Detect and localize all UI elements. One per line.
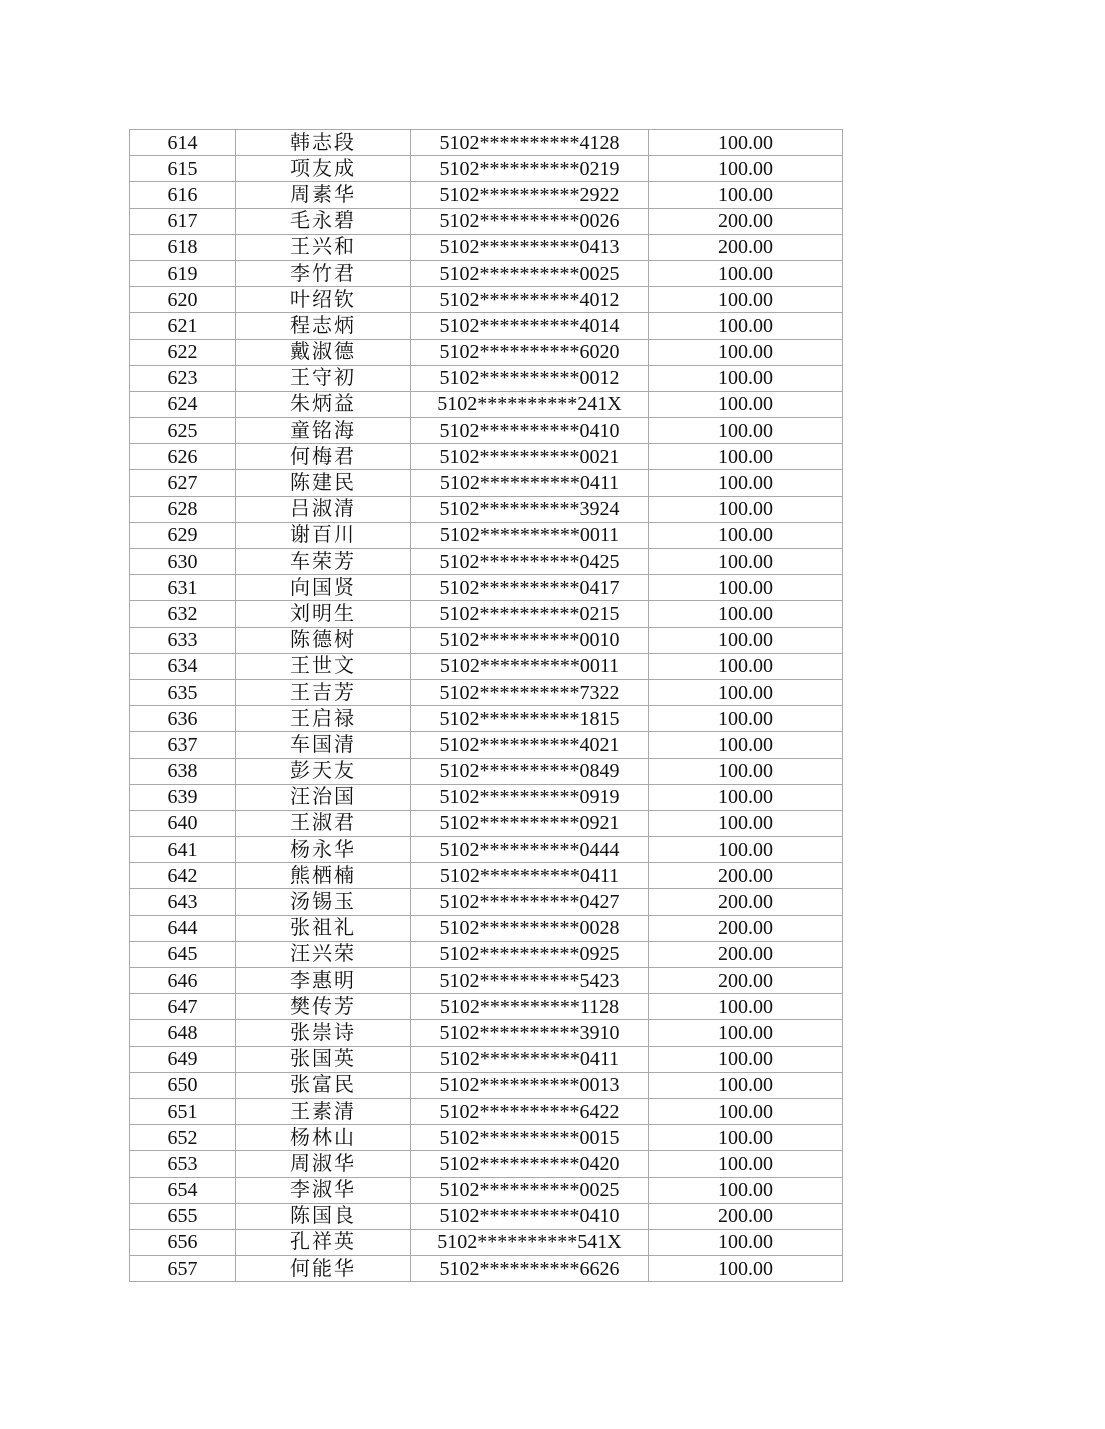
amount-cell: 100.00 [649, 653, 843, 679]
table-row [130, 941, 843, 967]
id-number-cell: 5102**********0028 [411, 915, 649, 941]
serial-number-cell: 638 [130, 758, 236, 784]
serial-number-cell: 657 [130, 1256, 236, 1282]
serial-number-cell: 651 [130, 1098, 236, 1124]
table-row [130, 758, 843, 784]
id-number-cell: 5102**********3924 [411, 496, 649, 522]
name-cell: 张崇诗 [236, 1020, 411, 1046]
id-number-cell: 5102**********0015 [411, 1125, 649, 1151]
name-cell: 王启禄 [236, 706, 411, 732]
serial-number-cell: 650 [130, 1072, 236, 1098]
table-row [130, 1072, 843, 1098]
name-cell: 孔祥英 [236, 1229, 411, 1255]
amount-cell: 200.00 [649, 915, 843, 941]
table-row [130, 1229, 843, 1255]
id-number-cell: 5102**********6626 [411, 1256, 649, 1282]
serial-number-cell: 637 [130, 732, 236, 758]
serial-number-cell: 626 [130, 444, 236, 470]
amount-cell: 100.00 [649, 1098, 843, 1124]
table-row [130, 915, 843, 941]
name-cell: 戴淑德 [236, 339, 411, 365]
name-cell: 汪兴荣 [236, 941, 411, 967]
amount-cell: 100.00 [649, 339, 843, 365]
name-cell: 张祖礼 [236, 915, 411, 941]
table-row [130, 732, 843, 758]
name-cell: 王世文 [236, 653, 411, 679]
roster-table [129, 129, 843, 1282]
id-number-cell: 5102**********3910 [411, 1020, 649, 1046]
id-number-cell: 5102**********541X [411, 1229, 649, 1255]
serial-number-cell: 617 [130, 208, 236, 234]
serial-number-cell: 628 [130, 496, 236, 522]
serial-number-cell: 656 [130, 1229, 236, 1255]
table-row [130, 1020, 843, 1046]
roster-table-body [130, 130, 843, 1282]
serial-number-cell: 645 [130, 941, 236, 967]
id-number-cell: 5102**********241X [411, 391, 649, 417]
serial-number-cell: 644 [130, 915, 236, 941]
id-number-cell: 5102**********0921 [411, 810, 649, 836]
amount-cell: 100.00 [649, 444, 843, 470]
name-cell: 熊栖楠 [236, 863, 411, 889]
table-row [130, 418, 843, 444]
name-cell: 刘明生 [236, 601, 411, 627]
name-cell: 朱炳益 [236, 391, 411, 417]
id-number-cell: 5102**********0411 [411, 863, 649, 889]
table-row [130, 837, 843, 863]
amount-cell: 200.00 [649, 863, 843, 889]
amount-cell: 100.00 [649, 732, 843, 758]
name-cell: 陈国良 [236, 1203, 411, 1229]
id-number-cell: 5102**********0011 [411, 522, 649, 548]
amount-cell: 100.00 [649, 522, 843, 548]
id-number-cell: 5102**********0021 [411, 444, 649, 470]
amount-cell: 100.00 [649, 313, 843, 339]
amount-cell: 100.00 [649, 549, 843, 575]
table-row [130, 968, 843, 994]
amount-cell: 100.00 [649, 784, 843, 810]
amount-cell: 100.00 [649, 1177, 843, 1203]
id-number-cell: 5102**********0925 [411, 941, 649, 967]
id-number-cell: 5102**********0413 [411, 234, 649, 260]
serial-number-cell: 622 [130, 339, 236, 365]
amount-cell: 100.00 [649, 706, 843, 732]
table-row [130, 470, 843, 496]
table-row [130, 339, 843, 365]
table-row [130, 601, 843, 627]
table-row [130, 1125, 843, 1151]
serial-number-cell: 627 [130, 470, 236, 496]
table-row [130, 1046, 843, 1072]
table-row [130, 679, 843, 705]
id-number-cell: 5102**********0010 [411, 627, 649, 653]
id-number-cell: 5102**********1815 [411, 706, 649, 732]
serial-number-cell: 646 [130, 968, 236, 994]
id-number-cell: 5102**********4012 [411, 287, 649, 313]
table-row [130, 182, 843, 208]
name-cell: 吕淑清 [236, 496, 411, 522]
id-number-cell: 5102**********5423 [411, 968, 649, 994]
name-cell: 周素华 [236, 182, 411, 208]
table-row [130, 313, 843, 339]
serial-number-cell: 643 [130, 889, 236, 915]
amount-cell: 100.00 [649, 1072, 843, 1098]
amount-cell: 200.00 [649, 234, 843, 260]
serial-number-cell: 647 [130, 994, 236, 1020]
amount-cell: 100.00 [649, 1020, 843, 1046]
name-cell: 李惠明 [236, 968, 411, 994]
id-number-cell: 5102**********1128 [411, 994, 649, 1020]
serial-number-cell: 636 [130, 706, 236, 732]
serial-number-cell: 632 [130, 601, 236, 627]
name-cell: 陈建民 [236, 470, 411, 496]
name-cell: 韩志段 [236, 130, 411, 156]
name-cell: 程志炳 [236, 313, 411, 339]
table-row [130, 287, 843, 313]
serial-number-cell: 629 [130, 522, 236, 548]
serial-number-cell: 618 [130, 234, 236, 260]
name-cell: 向国贤 [236, 575, 411, 601]
table-row [130, 653, 843, 679]
table-row [130, 549, 843, 575]
serial-number-cell: 615 [130, 156, 236, 182]
name-cell: 樊传芳 [236, 994, 411, 1020]
id-number-cell: 5102**********0919 [411, 784, 649, 810]
amount-cell: 100.00 [649, 679, 843, 705]
id-number-cell: 5102**********0012 [411, 365, 649, 391]
amount-cell: 100.00 [649, 470, 843, 496]
serial-number-cell: 614 [130, 130, 236, 156]
table-row [130, 444, 843, 470]
amount-cell: 100.00 [649, 575, 843, 601]
id-number-cell: 5102**********6422 [411, 1098, 649, 1124]
amount-cell: 100.00 [649, 994, 843, 1020]
serial-number-cell: 623 [130, 365, 236, 391]
name-cell: 王兴和 [236, 234, 411, 260]
amount-cell: 100.00 [649, 391, 843, 417]
table-row [130, 1256, 843, 1282]
id-number-cell: 5102**********2922 [411, 182, 649, 208]
amount-cell: 100.00 [649, 1125, 843, 1151]
table-row [130, 391, 843, 417]
id-number-cell: 5102**********4021 [411, 732, 649, 758]
amount-cell: 100.00 [649, 260, 843, 286]
table-row [130, 1177, 843, 1203]
id-number-cell: 5102**********0425 [411, 549, 649, 575]
id-number-cell: 5102**********4128 [411, 130, 649, 156]
table-row [130, 575, 843, 601]
table-row [130, 863, 843, 889]
name-cell: 陈德树 [236, 627, 411, 653]
table-row [130, 156, 843, 182]
amount-cell: 200.00 [649, 941, 843, 967]
name-cell: 汤锡玉 [236, 889, 411, 915]
table-row [130, 130, 843, 156]
table-row [130, 208, 843, 234]
id-number-cell: 5102**********0411 [411, 470, 649, 496]
table-row [130, 810, 843, 836]
name-cell: 毛永碧 [236, 208, 411, 234]
table-row [130, 522, 843, 548]
amount-cell: 100.00 [649, 601, 843, 627]
name-cell: 王吉芳 [236, 679, 411, 705]
name-cell: 杨林山 [236, 1125, 411, 1151]
id-number-cell: 5102**********0410 [411, 1203, 649, 1229]
serial-number-cell: 640 [130, 810, 236, 836]
serial-number-cell: 621 [130, 313, 236, 339]
amount-cell: 200.00 [649, 208, 843, 234]
name-cell: 谢百川 [236, 522, 411, 548]
amount-cell: 200.00 [649, 889, 843, 915]
amount-cell: 200.00 [649, 1203, 843, 1229]
serial-number-cell: 619 [130, 260, 236, 286]
name-cell: 叶绍钦 [236, 287, 411, 313]
serial-number-cell: 641 [130, 837, 236, 863]
table-row [130, 260, 843, 286]
id-number-cell: 5102**********0025 [411, 260, 649, 286]
id-number-cell: 5102**********0427 [411, 889, 649, 915]
serial-number-cell: 631 [130, 575, 236, 601]
id-number-cell: 5102**********0026 [411, 208, 649, 234]
amount-cell: 200.00 [649, 968, 843, 994]
id-number-cell: 5102**********0025 [411, 1177, 649, 1203]
amount-cell: 100.00 [649, 1256, 843, 1282]
amount-cell: 100.00 [649, 810, 843, 836]
serial-number-cell: 616 [130, 182, 236, 208]
amount-cell: 100.00 [649, 1151, 843, 1177]
id-number-cell: 5102**********0215 [411, 601, 649, 627]
amount-cell: 100.00 [649, 156, 843, 182]
document-page [129, 129, 843, 1282]
table-row [130, 784, 843, 810]
name-cell: 王守初 [236, 365, 411, 391]
table-row [130, 1098, 843, 1124]
amount-cell: 100.00 [649, 496, 843, 522]
table-row [130, 234, 843, 260]
name-cell: 李淑华 [236, 1177, 411, 1203]
name-cell: 张富民 [236, 1072, 411, 1098]
serial-number-cell: 653 [130, 1151, 236, 1177]
table-row [130, 496, 843, 522]
amount-cell: 100.00 [649, 627, 843, 653]
serial-number-cell: 630 [130, 549, 236, 575]
id-number-cell: 5102**********0410 [411, 418, 649, 444]
id-number-cell: 5102**********0849 [411, 758, 649, 784]
amount-cell: 100.00 [649, 182, 843, 208]
table-row [130, 706, 843, 732]
name-cell: 彭天友 [236, 758, 411, 784]
id-number-cell: 5102**********0219 [411, 156, 649, 182]
amount-cell: 100.00 [649, 418, 843, 444]
name-cell: 何梅君 [236, 444, 411, 470]
id-number-cell: 5102**********0011 [411, 653, 649, 679]
name-cell: 张国英 [236, 1046, 411, 1072]
name-cell: 童铭海 [236, 418, 411, 444]
name-cell: 何能华 [236, 1256, 411, 1282]
serial-number-cell: 642 [130, 863, 236, 889]
serial-number-cell: 633 [130, 627, 236, 653]
serial-number-cell: 635 [130, 679, 236, 705]
amount-cell: 100.00 [649, 287, 843, 313]
id-number-cell: 5102**********7322 [411, 679, 649, 705]
amount-cell: 100.00 [649, 365, 843, 391]
id-number-cell: 5102**********0013 [411, 1072, 649, 1098]
serial-number-cell: 655 [130, 1203, 236, 1229]
serial-number-cell: 649 [130, 1046, 236, 1072]
id-number-cell: 5102**********0411 [411, 1046, 649, 1072]
amount-cell: 100.00 [649, 1046, 843, 1072]
serial-number-cell: 639 [130, 784, 236, 810]
id-number-cell: 5102**********0420 [411, 1151, 649, 1177]
table-row [130, 627, 843, 653]
name-cell: 项友成 [236, 156, 411, 182]
table-row [130, 1203, 843, 1229]
serial-number-cell: 620 [130, 287, 236, 313]
serial-number-cell: 648 [130, 1020, 236, 1046]
amount-cell: 100.00 [649, 758, 843, 784]
name-cell: 汪治国 [236, 784, 411, 810]
name-cell: 车荣芳 [236, 549, 411, 575]
name-cell: 王淑君 [236, 810, 411, 836]
serial-number-cell: 624 [130, 391, 236, 417]
table-row [130, 994, 843, 1020]
id-number-cell: 5102**********0417 [411, 575, 649, 601]
name-cell: 周淑华 [236, 1151, 411, 1177]
serial-number-cell: 652 [130, 1125, 236, 1151]
table-row [130, 365, 843, 391]
serial-number-cell: 625 [130, 418, 236, 444]
table-row [130, 1151, 843, 1177]
name-cell: 车国清 [236, 732, 411, 758]
amount-cell: 100.00 [649, 1229, 843, 1255]
table-row [130, 889, 843, 915]
id-number-cell: 5102**********0444 [411, 837, 649, 863]
id-number-cell: 5102**********6020 [411, 339, 649, 365]
name-cell: 李竹君 [236, 260, 411, 286]
serial-number-cell: 654 [130, 1177, 236, 1203]
name-cell: 杨永华 [236, 837, 411, 863]
id-number-cell: 5102**********4014 [411, 313, 649, 339]
amount-cell: 100.00 [649, 837, 843, 863]
amount-cell: 100.00 [649, 130, 843, 156]
name-cell: 王素清 [236, 1098, 411, 1124]
serial-number-cell: 634 [130, 653, 236, 679]
